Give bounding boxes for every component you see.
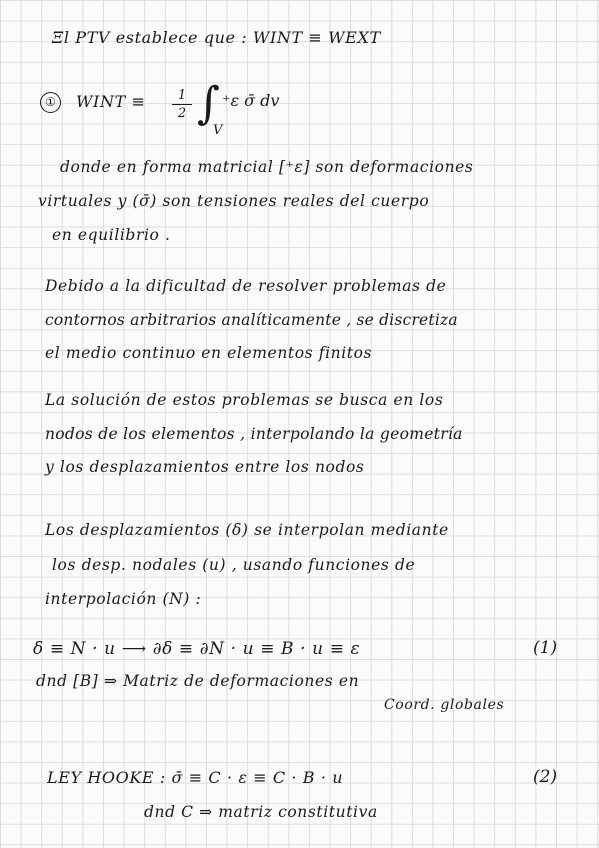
ptv-statement: Ξl PTV establece que : WINT ≡ WEXT xyxy=(52,28,381,47)
paragraph-3-line-3: y los desplazamientos entre los nodos xyxy=(45,458,365,476)
integral-sign: ∫ xyxy=(197,78,220,129)
global-coordinates-note: Coord. globales xyxy=(384,697,505,713)
equation-number-3: (2) xyxy=(533,767,558,787)
paragraph-2-line-3: el medio continuo en elementos finitos xyxy=(45,344,373,362)
hooke-law-equation: LEY HOOKE : σ̄ ≡ C · ε ≡ C · B · u xyxy=(47,768,344,787)
displacement-equation: δ ≡ N · u ⟶ ∂δ ≡ ∂N · u ≡ B · u ≡ ε xyxy=(33,639,361,659)
paragraph-4-line-2: los desp. nodales (u) , usando funciones de xyxy=(52,556,416,574)
internal-work-lhs: WINT ≡ xyxy=(76,92,146,111)
paragraph-3-line-2: nodos de los elementos , interpolando la geometría xyxy=(45,425,463,443)
equation-number-2: (1) xyxy=(533,638,558,658)
paragraph-2-line-2: contornos arbitrarios analíticamente , se discretiza xyxy=(45,311,458,329)
paragraph-4-line-3: interpolación (N) : xyxy=(45,590,202,608)
fraction-denominator: 2 xyxy=(177,106,187,121)
fraction-bar xyxy=(172,104,192,105)
paragraph-1-line-3: en equilibrio . xyxy=(52,226,171,244)
paragraph-2-line-1: Debido a la dificultad de resolver problemas de xyxy=(45,277,447,295)
equation-number-1: ① xyxy=(40,92,61,113)
integral-domain: V xyxy=(213,123,223,138)
b-matrix-note: dnd [B] ⇒ Matriz de deformaciones en xyxy=(36,672,360,690)
paragraph-4-line-1: Los desplazamientos (δ) se interpolan mediante xyxy=(45,521,449,539)
paragraph-1-line-2: virtuales y (σ̄) son tensiones reales del cuerpo xyxy=(38,192,430,210)
paragraph-1-line-1: donde en forma matricial [⁺ε] son deformaciones xyxy=(60,158,474,176)
paragraph-3-line-1: La solución de estos problemas se busca en los xyxy=(45,391,444,409)
fraction-one-half xyxy=(172,88,192,121)
fraction-numerator: 1 xyxy=(177,88,187,103)
internal-work-integrand: ⁺ε σ̄ dv xyxy=(222,91,280,110)
constitutive-matrix-note: dnd C ⇒ matriz constitutiva xyxy=(144,803,378,821)
